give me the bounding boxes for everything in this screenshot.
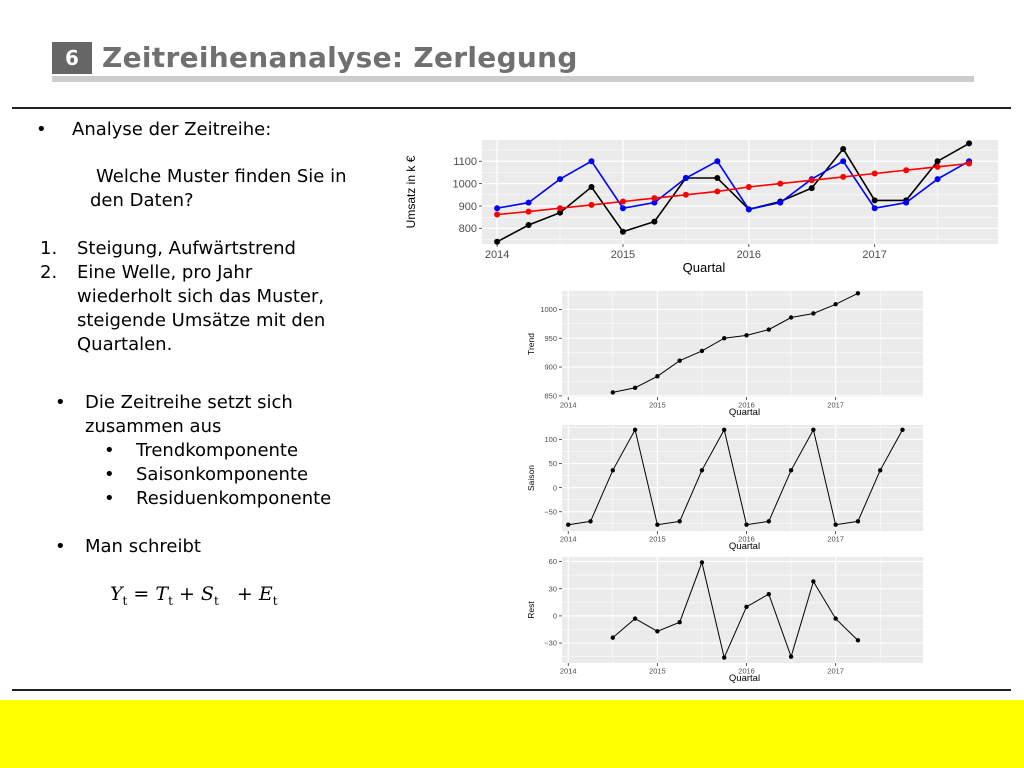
list-item-2-line-2: wiederholt sich das Muster,: [77, 286, 325, 307]
data-point: [494, 239, 500, 245]
chart-trend: [525, 290, 925, 420]
data-point: [856, 291, 860, 295]
y-tick-label: 800: [458, 223, 477, 236]
data-point: [566, 523, 570, 527]
data-point: [840, 158, 846, 164]
x-tick-label: 2016: [738, 400, 755, 410]
y-axis-title: Saison: [526, 465, 536, 491]
data-point: [833, 523, 837, 527]
bullet-analyse: Analyse der Zeitreihe:: [72, 119, 272, 140]
list-item-2-line-4: Quartalen.: [77, 334, 173, 355]
x-tick-label: 2016: [736, 249, 762, 261]
data-point: [878, 468, 882, 472]
data-point: [966, 160, 972, 166]
y-tick-label: 30: [548, 584, 557, 594]
data-point: [633, 386, 637, 390]
bullet-zusammensetzung-line-2: zusammen aus: [85, 416, 222, 437]
data-point: [722, 336, 726, 340]
data-point: [856, 519, 860, 523]
data-point: [833, 616, 837, 620]
data-point: [900, 428, 904, 432]
data-point: [789, 468, 793, 472]
data-point: [683, 175, 689, 181]
x-axis-title: Quartal: [728, 407, 761, 418]
data-point: [611, 468, 615, 472]
x-tick-label: 2014: [559, 534, 577, 544]
chart-rest: [525, 556, 925, 688]
data-point: [588, 158, 594, 164]
data-point: [872, 197, 878, 203]
data-point: [935, 176, 941, 182]
bullet-dot: •: [55, 392, 66, 413]
y-tick-label: 50: [548, 459, 557, 469]
x-axis-title: Quartal: [682, 260, 726, 275]
data-point: [557, 205, 563, 211]
data-point: [809, 185, 815, 191]
data-point: [935, 164, 941, 170]
data-point: [655, 629, 659, 633]
data-point: [714, 175, 720, 181]
y-axis-title: Rest: [526, 601, 536, 619]
x-tick-label: 2015: [649, 534, 666, 544]
data-point: [620, 199, 626, 205]
bottom-divider: [12, 689, 1011, 691]
bullet-dot: •: [104, 440, 115, 461]
plot-panel: [562, 557, 923, 663]
data-point: [651, 219, 657, 225]
slide-number-badge: 6: [52, 42, 92, 74]
data-point: [777, 181, 783, 187]
data-point: [744, 605, 748, 609]
y-tick-label: 0: [552, 611, 557, 621]
y-tick-label: 850: [544, 391, 557, 401]
data-point: [633, 616, 637, 620]
data-point: [700, 468, 704, 472]
data-point: [722, 655, 726, 659]
data-point: [588, 519, 592, 523]
x-tick-label: 2017: [827, 666, 844, 676]
data-point: [714, 158, 720, 164]
data-point: [789, 654, 793, 658]
x-tick-label: 2015: [649, 666, 666, 676]
data-point: [588, 202, 594, 208]
x-tick-label: 2014: [559, 666, 577, 676]
y-tick-label: −50: [544, 507, 557, 517]
data-point: [633, 428, 637, 432]
data-point: [677, 359, 681, 363]
list-number-1: 1.: [40, 238, 58, 259]
x-tick-label: 2014: [484, 249, 510, 261]
bullet-dot: •: [36, 119, 47, 140]
data-point: [744, 333, 748, 337]
y-tick-label: 0: [552, 483, 557, 493]
component-saison: Saisonkomponente: [136, 464, 309, 485]
x-tick-label: 2017: [862, 249, 887, 261]
data-point: [526, 209, 532, 215]
data-point: [722, 428, 726, 432]
data-point: [700, 349, 704, 353]
bullet-zusammensetzung-line-1: Die Zeitreihe setzt sich: [85, 392, 293, 413]
data-point: [935, 158, 941, 164]
data-point: [651, 195, 657, 201]
data-point: [809, 177, 815, 183]
data-point: [746, 184, 752, 190]
y-tick-label: 60: [548, 557, 557, 567]
x-tick-label: 2014: [559, 400, 577, 410]
data-point: [683, 192, 689, 198]
data-point: [840, 146, 846, 152]
data-point: [903, 200, 909, 206]
data-point: [700, 560, 704, 564]
bullet-man-schreibt: Man schreibt: [85, 536, 201, 557]
slide-title: Zeitreihenanalyse: Zerlegung: [102, 41, 578, 74]
data-point: [746, 206, 752, 212]
data-point: [655, 523, 659, 527]
plot-panel: [562, 425, 923, 531]
footer-bar: [0, 700, 1024, 768]
data-point: [744, 523, 748, 527]
y-tick-label: 1000: [540, 305, 557, 315]
list-item-1: Steigung, Aufwärtstrend: [77, 238, 296, 259]
data-point: [557, 176, 563, 182]
data-point: [767, 327, 771, 331]
data-point: [494, 205, 500, 211]
y-tick-label: 1000: [452, 178, 477, 191]
data-point: [767, 592, 771, 596]
component-trend: Trendkomponente: [136, 440, 299, 461]
data-point: [833, 302, 837, 306]
x-axis-title: Quartal: [728, 673, 761, 684]
data-point: [714, 188, 720, 194]
data-point: [526, 222, 532, 228]
x-tick-label: 2015: [649, 400, 666, 410]
plot-panel: [562, 291, 923, 397]
data-point: [966, 140, 972, 146]
data-point: [494, 211, 500, 217]
list-item-2-line-3: steigende Umsätze mit den: [77, 310, 326, 331]
data-point: [789, 315, 793, 319]
data-point: [903, 167, 909, 173]
title-underline: [52, 76, 974, 82]
y-tick-label: 900: [458, 200, 477, 213]
data-point: [777, 200, 783, 206]
component-residuen: Residuenkomponente: [136, 488, 332, 509]
chart-umsatz: [400, 138, 1000, 282]
data-point: [856, 638, 860, 642]
y-tick-label: 950: [544, 333, 557, 343]
question-line-2: den Daten?: [90, 190, 194, 211]
x-axis-title: Quartal: [728, 541, 761, 552]
list-item-2-line-1: Eine Welle, pro Jahr: [77, 262, 253, 283]
bullet-dot: •: [55, 536, 66, 557]
data-point: [620, 229, 626, 235]
data-point: [840, 174, 846, 180]
data-point: [611, 390, 615, 394]
question-line-1: Welche Muster finden Sie in: [96, 166, 347, 187]
y-tick-label: −30: [544, 638, 557, 648]
data-point: [767, 519, 771, 523]
data-point: [677, 519, 681, 523]
data-point: [872, 205, 878, 211]
top-divider: [12, 107, 1011, 109]
data-point: [611, 635, 615, 639]
x-tick-label: 2017: [827, 400, 844, 410]
y-axis-title: Umsatz in k €: [404, 155, 418, 229]
bullet-dot: •: [104, 464, 115, 485]
x-tick-label: 2016: [738, 534, 755, 544]
list-number-2: 2.: [40, 262, 58, 283]
data-point: [811, 311, 815, 315]
data-point: [655, 374, 659, 378]
x-tick-label: 2015: [610, 249, 636, 261]
x-tick-label: 2017: [827, 534, 844, 544]
bullet-dot: •: [104, 488, 115, 509]
decomposition-formula: $Y_t = T_t + S_t$ + $E_t$: [110, 583, 278, 608]
data-point: [811, 428, 815, 432]
y-tick-label: 900: [544, 362, 557, 372]
data-point: [872, 171, 878, 177]
data-point: [677, 620, 681, 624]
data-point: [811, 579, 815, 583]
x-tick-label: 2016: [738, 666, 755, 676]
data-point: [588, 184, 594, 190]
y-tick-label: 1100: [453, 156, 477, 169]
y-axis-title: Trend: [526, 333, 536, 355]
chart-saison: [525, 424, 925, 556]
data-point: [620, 205, 626, 211]
y-tick-label: 100: [544, 435, 557, 445]
data-point: [526, 200, 532, 206]
